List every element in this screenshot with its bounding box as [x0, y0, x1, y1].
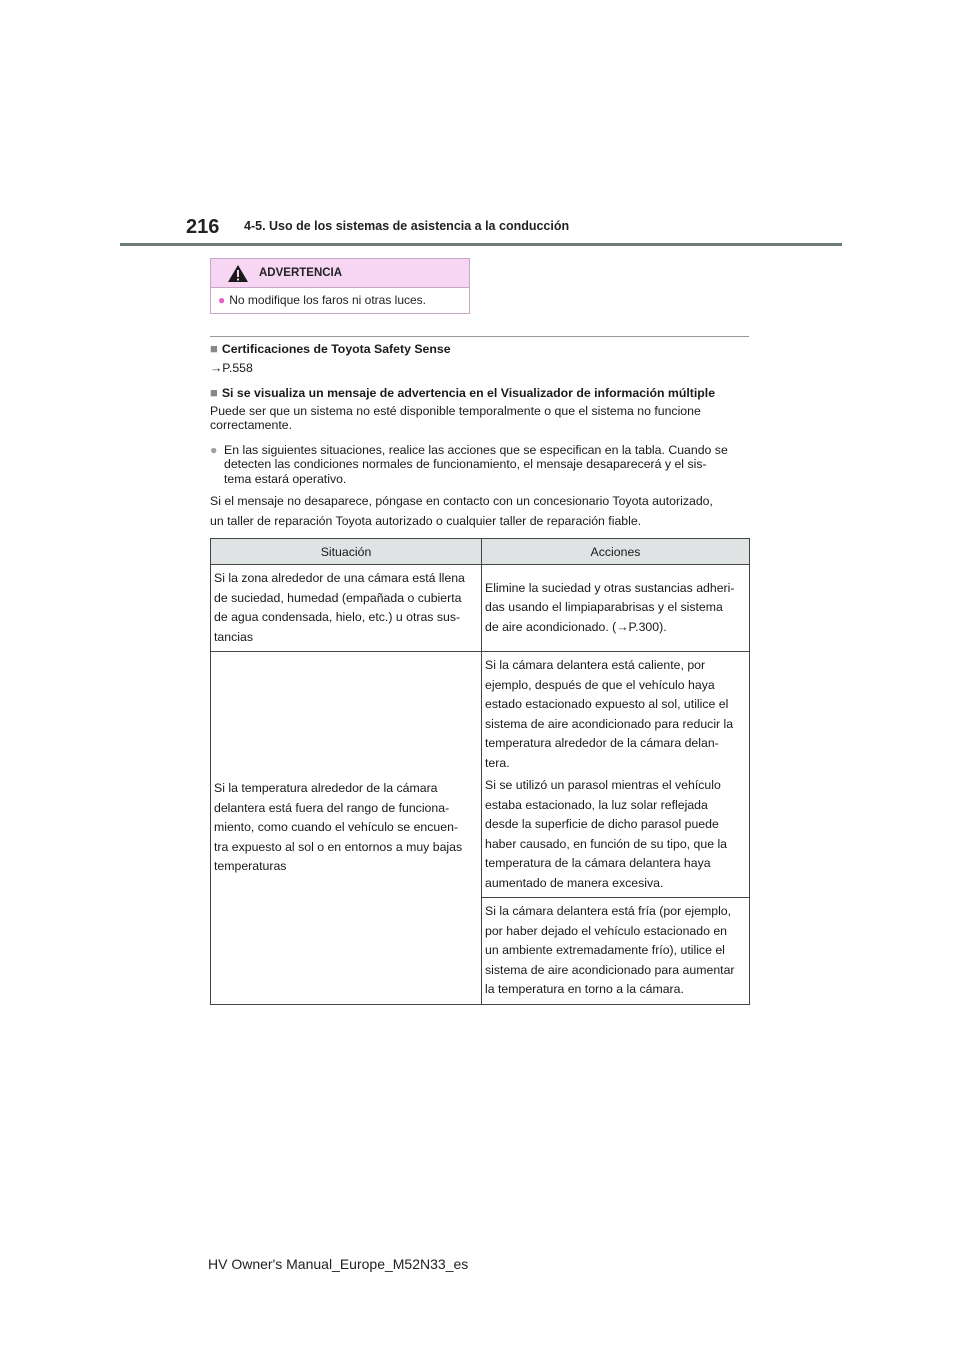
paragraph-line: Si el mensaje no desaparece, póngase en contacto con un concesionario Toyota autorizado,	[210, 494, 713, 508]
bullet-line: tema estará operativo.	[224, 472, 347, 486]
list-item-bullet	[210, 443, 217, 458]
action-cell: Elimine la suciedad y otras sustancias adheri- das usando el limpiaparabrisas y el sistema de aire acondicionado. (→P.300).	[482, 565, 750, 652]
footer-text: HV Owner's Manual_Europe_M52N33_es	[208, 1256, 469, 1272]
warning-header	[211, 259, 469, 288]
action-cell: Si la cámara delantera está caliente, por ejemplo, después de que el vehículo haya estado estacionado expuesto al sol, utilice el sistema de aire acondicionado para reducir la temperatura alrededor de la cámara delan- tera. Si se utilizó un parasol mientras el vehículo estaba estacionado, la luz solar reflejada desde la superficie de dicho parasol puede haber causado, en función de su tipo, que la temperatura de la cámara delantera haya aumentado de manera excesiva.	[482, 652, 750, 898]
bullet-line: En las siguientes situaciones, realice las acciones que se especifican en la tabla. Cuando se	[224, 443, 728, 457]
bullet-icon: ●	[218, 293, 226, 307]
warning-message-heading: ■ Si se visualiza un mensaje de advertencia en el Visualizador de información múltiple	[210, 385, 716, 400]
certifications-heading: ■ Certificaciones de Toyota Safety Sense	[210, 341, 451, 356]
certifications-ref: →P.558	[210, 361, 253, 375]
warning-triangle-icon	[227, 264, 249, 288]
square-bullet-icon: ■	[210, 341, 218, 356]
situation-cell: Si la zona alrededor de una cámara está llena de suciedad, humedad (empañada o cubierta de agua condensada, hielo, etc.) u otras sus- tancias	[211, 565, 482, 652]
warning-box	[210, 258, 470, 314]
section-title: 4-5. Uso de los sistemas de asistencia a la conducción	[244, 219, 570, 233]
warning-item	[218, 293, 426, 307]
content-divider	[210, 336, 749, 337]
table-row	[211, 565, 750, 652]
table-row	[211, 652, 750, 898]
warning-title: ADVERTENCIA	[259, 267, 343, 279]
paragraph-line: un taller de reparación Toyota autorizado o cualquier taller de reparación fiable.	[210, 514, 642, 528]
paragraph-line: Puede ser que un sistema no esté disponible temporalmente o que el sistema no funcione	[210, 404, 701, 418]
situation-cell: Si la temperatura alrededor de la cámara delantera está fuera del rango de funciona- miento, como cuando el vehículo se encuen- tra expuesto al sol o en entornos a muy bajas temperaturas	[211, 652, 482, 1005]
warning-item-text: No modifique los faros ni otras luces.	[229, 293, 427, 307]
square-bullet-icon: ■	[210, 385, 218, 400]
bullet-line: detecten las condiciones normales de funcionamiento, el mensaje desaparecerá y el sis-	[224, 457, 707, 471]
table-header-actions: Acciones	[482, 539, 750, 565]
header-divider	[120, 243, 842, 246]
table-header-situation: Situación	[211, 539, 482, 565]
page-number: 216	[186, 216, 220, 238]
action-cell: Si la cámara delantera está fría (por ejemplo, por haber dejado el vehículo estacionado en un ambiente extremadamente frío), utilice el sistema de aire acondicionado para aumentar la temperatura en torno a la cámara.	[482, 898, 750, 1005]
table-header-row	[211, 539, 750, 565]
bullet-icon: ●	[210, 443, 218, 457]
paragraph-line: correctamente.	[210, 418, 293, 432]
situations-table	[210, 538, 750, 1005]
